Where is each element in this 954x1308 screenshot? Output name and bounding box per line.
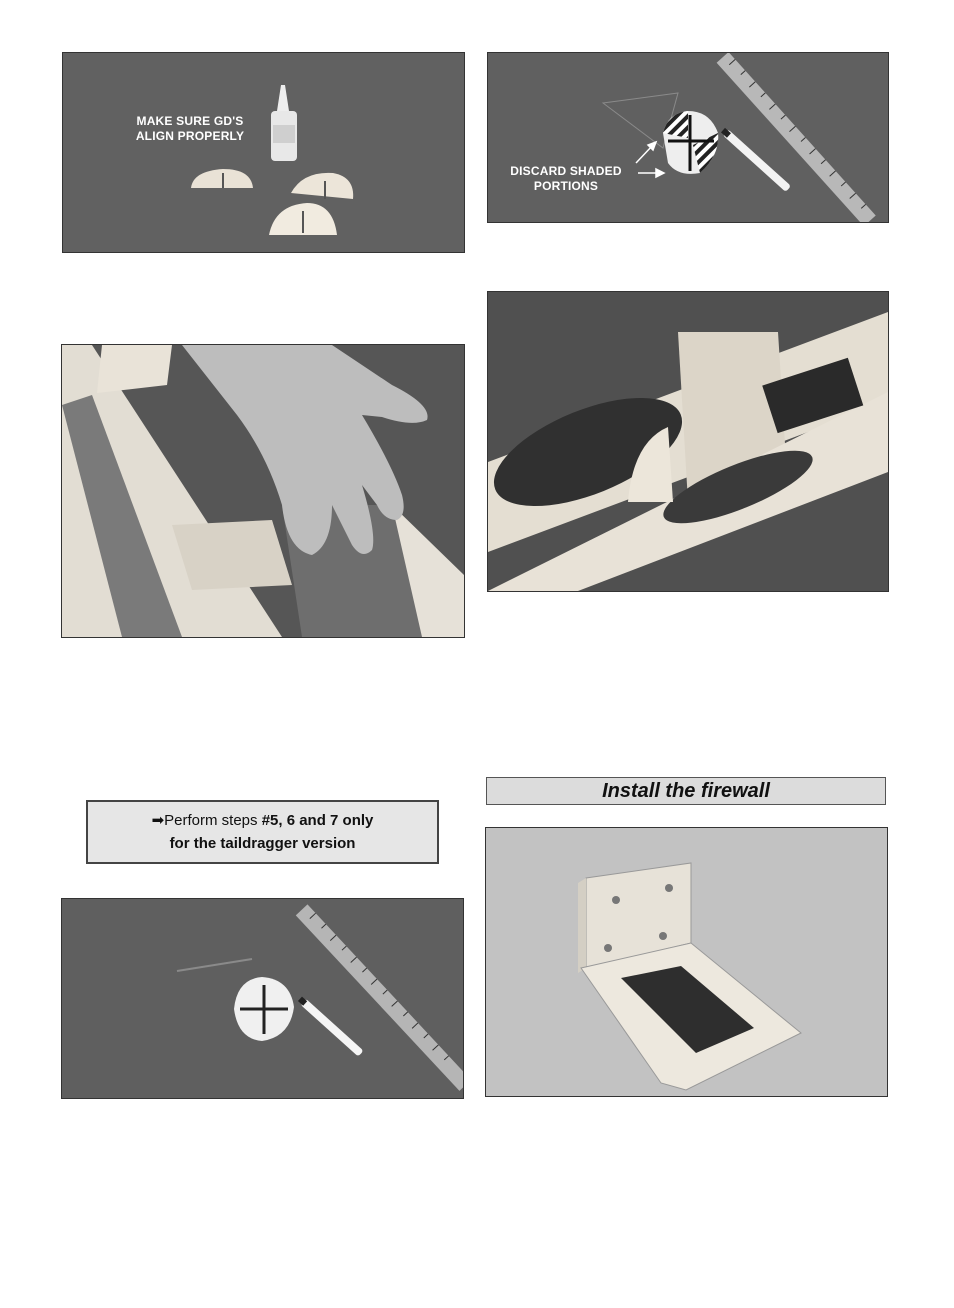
photo-firewall-image	[486, 828, 887, 1096]
callout-line: PORTIONS	[533, 179, 599, 193]
callout-line: ALIGN PROPERLY	[135, 129, 245, 143]
callout-discard-shaded	[504, 164, 628, 194]
photo-template-image	[488, 53, 888, 222]
callout-line: MAKE SURE GD'S	[136, 114, 244, 128]
photo-fuselage-interior	[487, 291, 889, 592]
section-title: Install the firewall	[602, 779, 770, 802]
photo-hand-image	[62, 345, 464, 637]
photo-firewall-assembly	[485, 827, 888, 1097]
callout-align-gussets	[129, 114, 251, 144]
note-line-2: for the taildragger version	[169, 835, 356, 852]
photo-template-ruler-image	[62, 899, 463, 1098]
photo-template-with-ruler	[61, 898, 464, 1099]
note-line-1-plain: Perform steps	[164, 812, 262, 829]
photo-template-discard-portions	[487, 52, 889, 223]
note-line-1	[152, 809, 374, 832]
photo-fuselage-image	[488, 292, 888, 591]
photo-hand-installing-former	[61, 344, 465, 638]
photo-ply-gussets-and-glue	[62, 52, 465, 253]
callout-line: DISCARD SHADED	[510, 164, 622, 178]
pointing-hand-arrow-icon: ➡	[151, 812, 165, 829]
taildragger-note-box	[86, 800, 439, 864]
photo-ply-gussets-image	[63, 53, 464, 252]
note-line-1-bold: #5, 6 and 7 only	[261, 812, 374, 829]
section-header-firewall	[486, 777, 886, 805]
